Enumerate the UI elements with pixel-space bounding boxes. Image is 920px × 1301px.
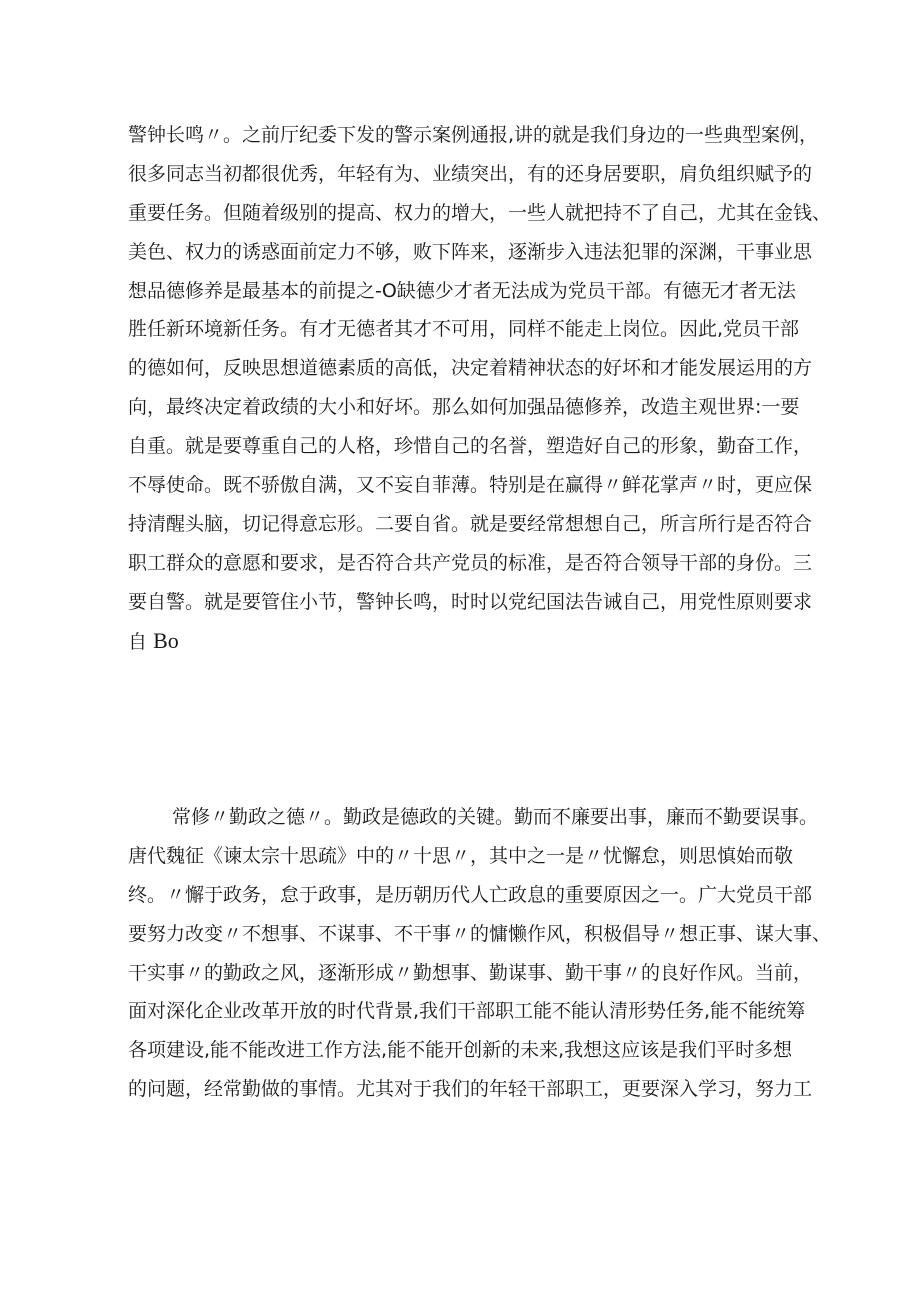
last-line-latin: Bo — [153, 627, 179, 653]
text-line: 面对深化企业改革开放的时代背景,我们干部职工能不能认清形势任务,能不能统筹 — [128, 1000, 806, 1023]
text-line: 职工群众的意愿和要求，是否符合共产党员的标准，是否符合领导干部的身份。三 — [128, 551, 813, 574]
text-line: 要努力改变〃不想事、不谋事、不干事〃的慵懒作风，积极倡导〃想正事、谋大事、 — [128, 922, 832, 945]
text-line: 的德如何，反映思想道德素质的高低，决定着精神状态的好坏和才能发展运用的方 — [128, 357, 813, 380]
text-line: 终。〃懈于政务，怠于政事，是历朝历代人亡政息的重要原因之一。广大党员干部 — [128, 883, 813, 906]
text-line: 各项建设,能不能改进工作方法,能不能开创新的未来,我想这应该是我们平时多想 — [128, 1039, 793, 1062]
paragraph-2 — [128, 798, 832, 1109]
text-line: 重要任务。但随着级别的提高、权力的增大，一些人就把持不了自己，尤其在金钱、 — [128, 201, 832, 224]
text-line: 向，最终决定着政绩的大小和好坏。那么如何加强品德修养，改造主观世界:一要 — [128, 396, 800, 419]
text-line: 胜任新环境新任务。有才无德者其才不可用，同样不能走上岗位。因此,党员干部 — [128, 318, 800, 341]
text-line: 的问题，经常勤做的事情。尤其对于我们的年轻干部职工，更要深入学习，努力工 — [128, 1078, 813, 1101]
text-line: 不辱使命。既不骄傲自满，又不妄自菲薄。特别是在赢得〃鲜花掌声〃时，更应保 — [128, 474, 813, 497]
text-line: 美色、权力的诱惑面前定力不够，败下阵来，逐渐步入违法犯罪的深渊，干事业思 — [128, 240, 813, 263]
text-line: 想品德修养是最基本的前提之-O缺德少才者无法成为党员干部。有德无才者无法 — [128, 279, 796, 302]
text-line: 自重。就是要尊重自己的人格，珍惜自己的名誉，塑造好自己的形象，勤奋工作， — [128, 435, 813, 458]
paragraph-1 — [128, 116, 832, 660]
last-line-prefix: 自 — [128, 630, 148, 653]
text-line: 要自警。就是要管住小节，警钟长鸣，时时以党纪国法告诫自己，用党性原则要求 — [128, 590, 813, 613]
text-line-first: 常修〃勤政之德〃。勤政是德政的关键。勤而不廉要出事，廉而不勤要误事。 — [172, 806, 819, 828]
text-line: 很多同志当初都很优秀，年轻有为、业绩突出，有的还身居要职，肩负组织赋予的 — [128, 162, 813, 185]
text-line: 持清醒头脑，切记得意忘形。二要自省。就是要经常想想自己，所言所行是否符合 — [128, 512, 813, 535]
text-line: 干实事〃的勤政之风，逐渐形成〃勤想事、勤谋事、勤干事〃的良好作风。当前， — [128, 961, 813, 984]
text-line-last — [128, 622, 798, 661]
text-line: 唐代魏征《谏太宗十思疏》中的〃十思〃，其中之一是〃忧懈怠，则思慎始而敬 — [128, 844, 794, 867]
text-line: 警钟长鸣〃。之前厅纪委下发的警示案例通报,讲的就是我们身边的一些典型案例， — [128, 124, 819, 146]
